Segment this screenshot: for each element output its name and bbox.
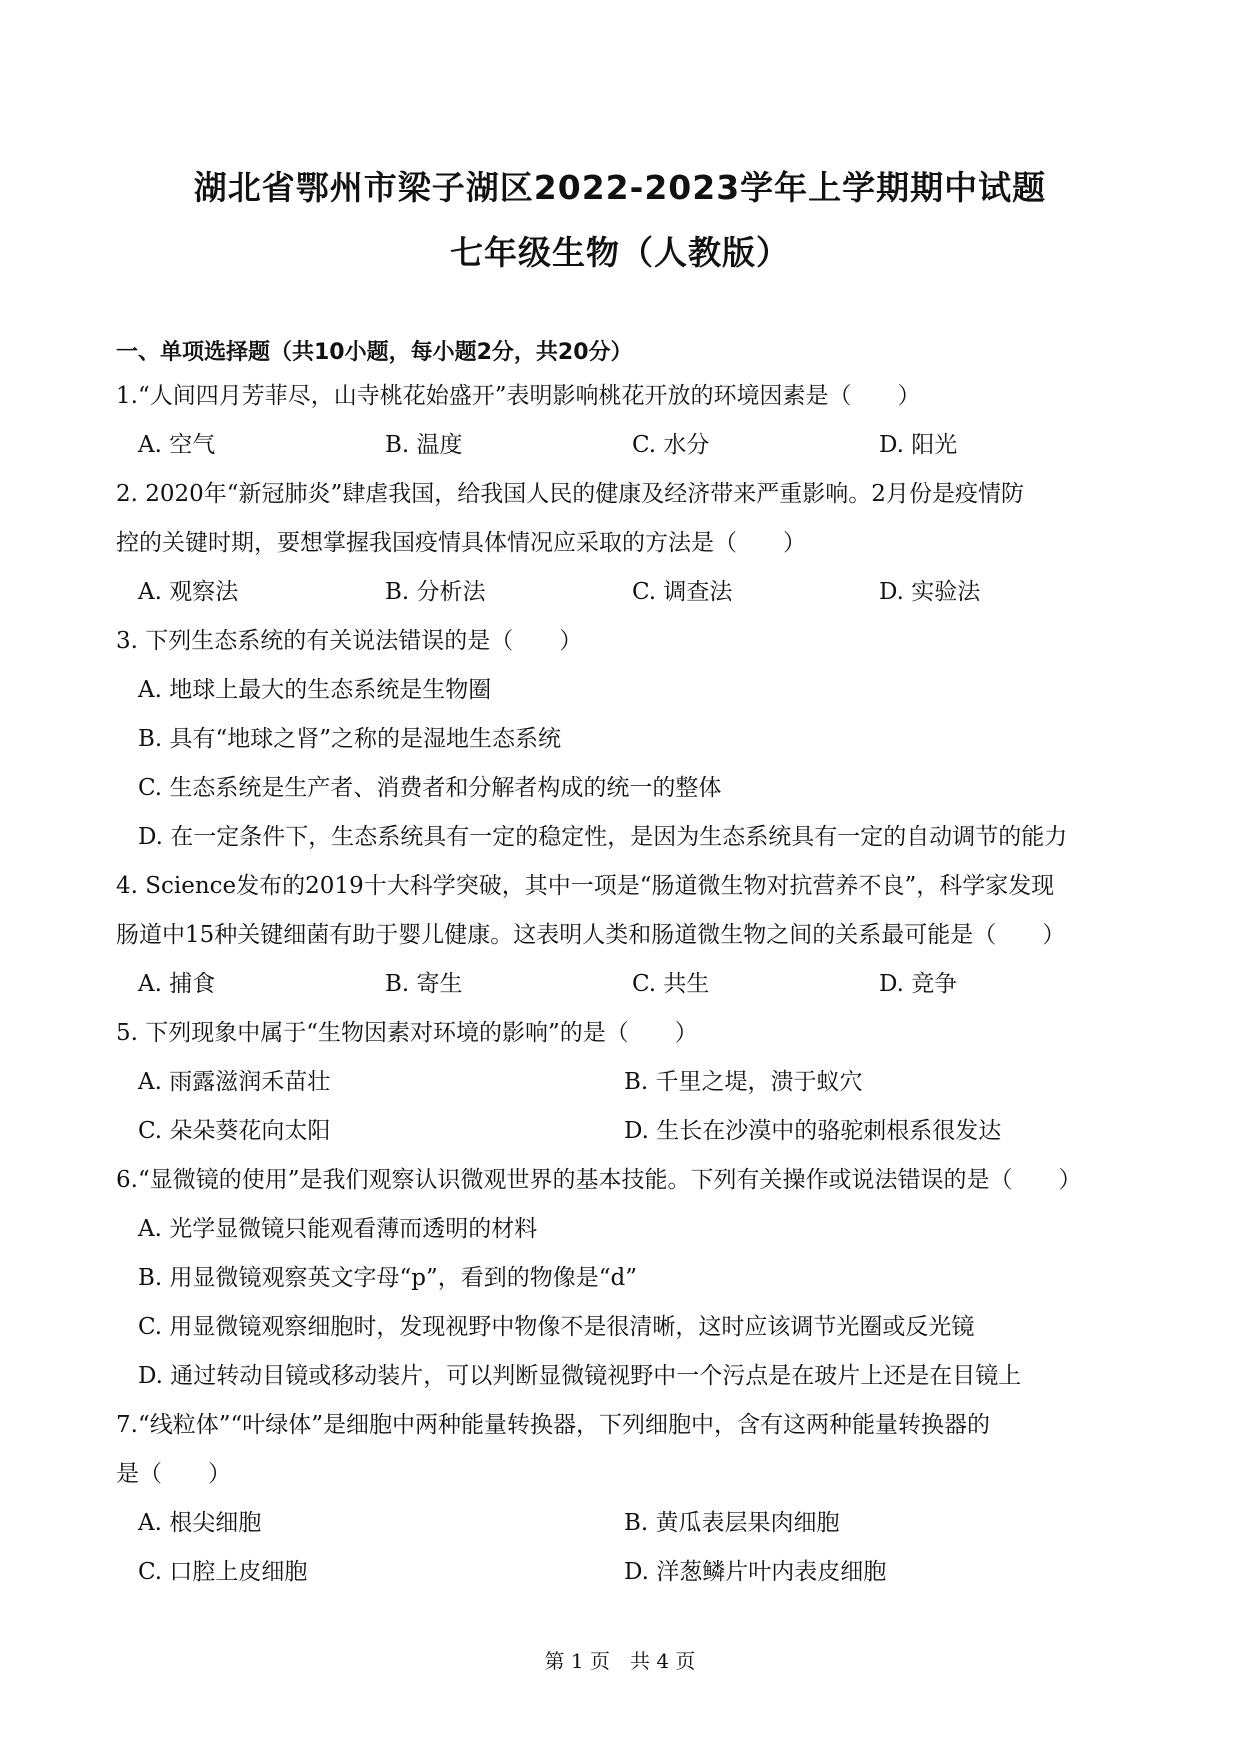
- option-d: D. 洋葱鳞片叶内表皮细胞: [624, 1559, 887, 1585]
- question-1-options: [116, 421, 1126, 470]
- question-5-options-row2: [116, 1107, 1126, 1156]
- option-a: A. 空气: [138, 432, 216, 458]
- option-a: A. 光学显微镜只能观看薄而透明的材料: [138, 1216, 538, 1242]
- option-a: A. 观察法: [138, 579, 239, 605]
- option-a: A. 捕食: [138, 971, 216, 997]
- question-7-options-row2: [116, 1548, 1126, 1597]
- option-d: D. 阳光: [879, 432, 958, 458]
- option-d: D. 实验法: [879, 579, 981, 605]
- option-d: D. 通过转动目镜或移动装片，可以判断显微镜视野中一个污点是在玻片上还是在目镜上: [138, 1363, 1022, 1389]
- option-a: A. 地球上最大的生态系统是生物圈: [138, 677, 492, 703]
- option-d: D. 生长在沙漠中的骆驼刺根系很发达: [624, 1118, 1002, 1144]
- exam-subtitle: 七年级生物（人教版）: [450, 233, 790, 272]
- option-a: A. 根尖细胞: [138, 1510, 262, 1536]
- option-c: C. 调查法: [632, 579, 733, 605]
- question-7-options-row1: [116, 1499, 1126, 1548]
- question-4-text-line1: 4. Science发布的2019十大科学突破，其中一项是“肠道微生物对抗营养不良”，科学家发现: [116, 873, 1055, 899]
- page-number: 第 1 页 共 4 页: [544, 1649, 696, 1673]
- section-heading: 一、单项选择题（共10小题，每小题2分，共20分）: [116, 340, 633, 365]
- option-b: B. 用显微镜观察英文字母“p”，看到的物像是“d”: [138, 1265, 638, 1291]
- option-d: D. 在一定条件下，生态系统具有一定的稳定性，是因为生态系统具有一定的自动调节的能力: [138, 824, 1068, 850]
- option-b: B. 分析法: [385, 579, 486, 605]
- question-4-text-line2: 肠道中15种关键细菌有助于婴儿健康。这表明人类和肠道微生物之间的关系最可能是（ ）: [116, 922, 1066, 948]
- question-3-text: 3. 下列生态系统的有关说法错误的是（ ）: [116, 628, 583, 654]
- question-5-text: 5. 下列现象中属于“生物因素对环境的影响”的是（ ）: [116, 1020, 698, 1046]
- question-2-text-line2: 控的关键时期，要想掌握我国疫情具体情况应采取的方法是（ ）: [116, 530, 806, 556]
- option-b: B. 温度: [385, 432, 463, 458]
- question-2-text-line1: 2. 2020年“新冠肺炎”肆虐我国，给我国人民的健康及经济带来严重影响。2月份是疫情防: [116, 481, 1024, 507]
- question-6-text: 6.“显微镜的使用”是我们观察认识微观世界的基本技能。下列有关操作或说法错误的是（ ）: [116, 1167, 1082, 1193]
- question-4-options: [116, 960, 1126, 1009]
- exam-content: [116, 334, 1126, 1597]
- question-1-text: 1.“人间四月芳菲尽，山寺桃花始盛开”表明影响桃花开放的环境因素是（ ）: [116, 383, 921, 409]
- option-c: C. 生态系统是生产者、消费者和分解者构成的统一的整体: [138, 775, 722, 801]
- option-a: A. 雨露滋润禾苗壮: [138, 1069, 331, 1095]
- option-b: B. 具有“地球之肾”之称的是湿地生态系统: [138, 726, 562, 752]
- option-b: B. 千里之堤，溃于蚁穴: [624, 1069, 863, 1095]
- option-d: D. 竞争: [879, 971, 958, 997]
- question-2-options: [116, 568, 1126, 617]
- option-b: B. 寄生: [385, 971, 463, 997]
- option-c: C. 口腔上皮细胞: [138, 1559, 308, 1585]
- option-b: B. 黄瓜表层果肉细胞: [624, 1510, 840, 1536]
- exam-title: 湖北省鄂州市梁子湖区2022-2023学年上学期期中试题: [193, 168, 1047, 207]
- option-c: C. 用显微镜观察细胞时，发现视野中物像不是很清晰，这时应该调节光圈或反光镜: [138, 1314, 975, 1340]
- question-5-options-row1: [116, 1058, 1126, 1107]
- option-c: C. 水分: [632, 432, 710, 458]
- option-c: C. 共生: [632, 971, 710, 997]
- question-7-text-line2: 是（ ）: [116, 1461, 231, 1487]
- question-7-text-line1: 7.“线粒体”“叶绿体”是细胞中两种能量转换器，下列细胞中，含有这两种能量转换器的: [116, 1412, 990, 1438]
- option-c: C. 朵朵葵花向太阳: [138, 1118, 331, 1144]
